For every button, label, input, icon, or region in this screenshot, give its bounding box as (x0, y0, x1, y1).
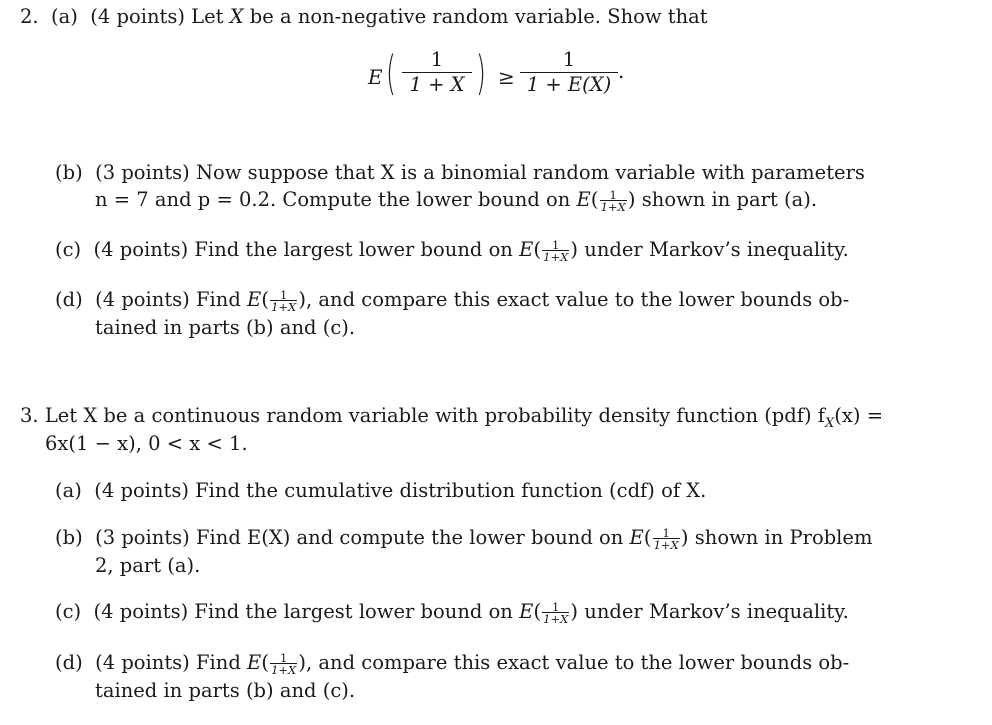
part-a-line (55, 477, 706, 504)
text: shown in Problem (694, 526, 873, 549)
inline-fraction: $\frac{1}{1+X}$ (600, 187, 626, 214)
problem-number: 3. (20, 404, 39, 427)
part-d-line1: (d) (4 points) Find E( $\frac{1}{1+X}$ ), and compare this exact value to the lower bounds ob- (55, 287, 850, 314)
problem-3-line2 (45, 430, 248, 457)
part-d-line2 (95, 314, 355, 341)
part-label: (d) (55, 651, 83, 674)
text: (3 points) Find E(X) and compute the lower bound on (95, 526, 624, 549)
denominator: 1 + X (402, 72, 472, 97)
points-label: (4 points) (90, 5, 185, 28)
part-label: (b) (55, 161, 83, 184)
relation: ≥ (498, 65, 515, 89)
text: (4 points) Find (95, 651, 241, 674)
text: (4 points) Find the cumulative distribution function (cdf) of X. (94, 479, 707, 502)
part-label: (b) (55, 526, 83, 549)
part-b-line2 (95, 552, 200, 579)
text: shown in part (a). (641, 188, 818, 211)
problem-2-header (20, 3, 708, 30)
rhs-fraction (520, 48, 618, 97)
part-b-line1 (55, 159, 865, 186)
text: n = 7 and p = 0.2. Compute the lower bound on (95, 188, 571, 211)
text: be a non-negative random variable. Show that (249, 5, 708, 28)
numerator: 1 (562, 48, 576, 71)
inline-fraction: $\frac{1}{1+X}$ (543, 599, 569, 626)
text: Let (191, 5, 224, 28)
display-equation (368, 46, 638, 110)
part-label: (c) (55, 600, 82, 623)
text: 2, part (a). (95, 554, 201, 577)
part-d-line2 (95, 677, 355, 704)
inline-fraction: $\frac{1}{1+X}$ (543, 237, 569, 264)
text: under Markov’s inequality. (584, 600, 849, 623)
part-label: (a) (55, 479, 82, 502)
inline-fraction: $\frac{1}{1+X}$ (271, 650, 297, 677)
text: under Markov’s inequality. (584, 238, 849, 261)
text: (x) = (834, 404, 884, 427)
text: (3 points) Now suppose that X is a binomial random variable with parameters (95, 161, 865, 184)
part-label: (c) (55, 238, 82, 261)
part-c-line: (c) (4 points) Find the largest lower bound on E( $\frac{1}{1+X}$ ) under Markov’s inequality. (55, 599, 849, 626)
text: (4 points) Find (95, 288, 241, 311)
lhs-fraction (402, 48, 472, 97)
numerator: 1 (430, 48, 444, 71)
part-c-line: (c) (4 points) Find the largest lower bound on E( $\frac{1}{1+X}$ ) under Markov’s inequality. (55, 237, 849, 264)
subscript: X (825, 415, 835, 431)
problem-number: 2. (20, 5, 39, 28)
expectation-symbol: E (368, 65, 383, 89)
left-paren: ( (386, 46, 396, 100)
part-label: (a) (51, 5, 78, 28)
period: . (618, 59, 625, 83)
right-paren: ) (476, 46, 486, 100)
text: 6x(1 − x), 0 < x < 1. (45, 432, 248, 455)
part-d-line1: (d) (4 points) Find E( $\frac{1}{1+X}$ ), and compare this exact value to the lower bounds ob- (55, 650, 850, 677)
part-b-line1: (b) (3 points) Find E(X) and compute the lower bound on E( $\frac{1}{1+X}$ ) shown in Problem (55, 525, 873, 552)
inline-fraction: $\frac{1}{1+X}$ (271, 287, 297, 314)
inline-fraction: $\frac{1}{1+X}$ (653, 525, 679, 552)
text: tained in parts (b) and (c). (95, 316, 356, 339)
part-label: (d) (55, 288, 83, 311)
text: , and compare this exact value to the lower bounds ob- (306, 651, 850, 674)
text: Let X be a continuous random variable with probability density function (pdf) f (44, 404, 826, 427)
text: (4 points) Find the largest lower bound on (93, 238, 513, 261)
variable: X (229, 5, 244, 28)
part-b-line2: n = 7 and p = 0.2. Compute the lower bound on E( $\frac{1}{1+X}$ ) shown in part (a). (95, 187, 818, 214)
denominator: 1 + E(X) (520, 72, 618, 97)
text: (4 points) Find the largest lower bound on (93, 600, 513, 623)
text: , and compare this exact value to the lower bounds ob- (306, 288, 850, 311)
text: tained in parts (b) and (c). (95, 679, 356, 702)
